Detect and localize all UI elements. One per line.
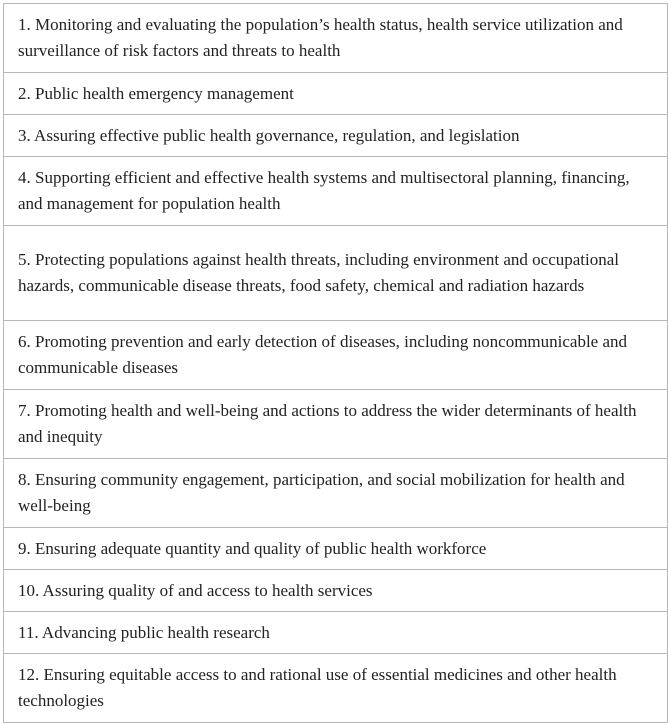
table-cell: 6. Promoting prevention and early detection of diseases, including noncommunicable and communicable diseases	[18, 332, 628, 377]
table-cell: 1. Monitoring and evaluating the population’s health status, health service utilization and surveillance of risk factors and threats to health	[18, 15, 623, 60]
table-cell: 11. Advancing public health research	[18, 622, 270, 642]
table-row	[3, 570, 668, 612]
table-row	[3, 157, 668, 226]
table-row	[3, 226, 668, 321]
table-cell: 4. Supporting efficient and effective health systems and multisectoral planning, financing, and management for population health	[18, 168, 630, 213]
table-row	[3, 73, 668, 115]
table-cell: 10. Assuring quality of and access to health services	[18, 580, 373, 600]
table-cell: 12. Ensuring equitable access to and rational use of essential medicines and other health technologies	[18, 665, 617, 710]
table-cell: 8. Ensuring community engagement, participation, and social mobilization for health and well-being	[18, 470, 625, 515]
table-row	[3, 4, 668, 73]
table-row	[3, 390, 668, 459]
table-cell: 9. Ensuring adequate quantity and quality of public health workforce	[18, 538, 487, 558]
table-row	[3, 321, 668, 390]
table-row	[3, 115, 668, 157]
table-row	[3, 612, 668, 654]
functions-table	[3, 3, 668, 723]
table-row	[3, 528, 668, 570]
table-cell: 2. Public health emergency management	[18, 83, 294, 103]
table-cell: 7. Promoting health and well-being and actions to address the wider determinants of health and inequity	[18, 401, 637, 446]
table-row	[3, 654, 668, 723]
table-cell: 3. Assuring effective public health governance, regulation, and legislation	[18, 125, 520, 145]
table-row	[3, 459, 668, 528]
table-cell: 5. Protecting populations against health threats, including environment and occupational hazards, communicable disease threats, food safety, chemical and radiation hazards	[18, 250, 619, 295]
